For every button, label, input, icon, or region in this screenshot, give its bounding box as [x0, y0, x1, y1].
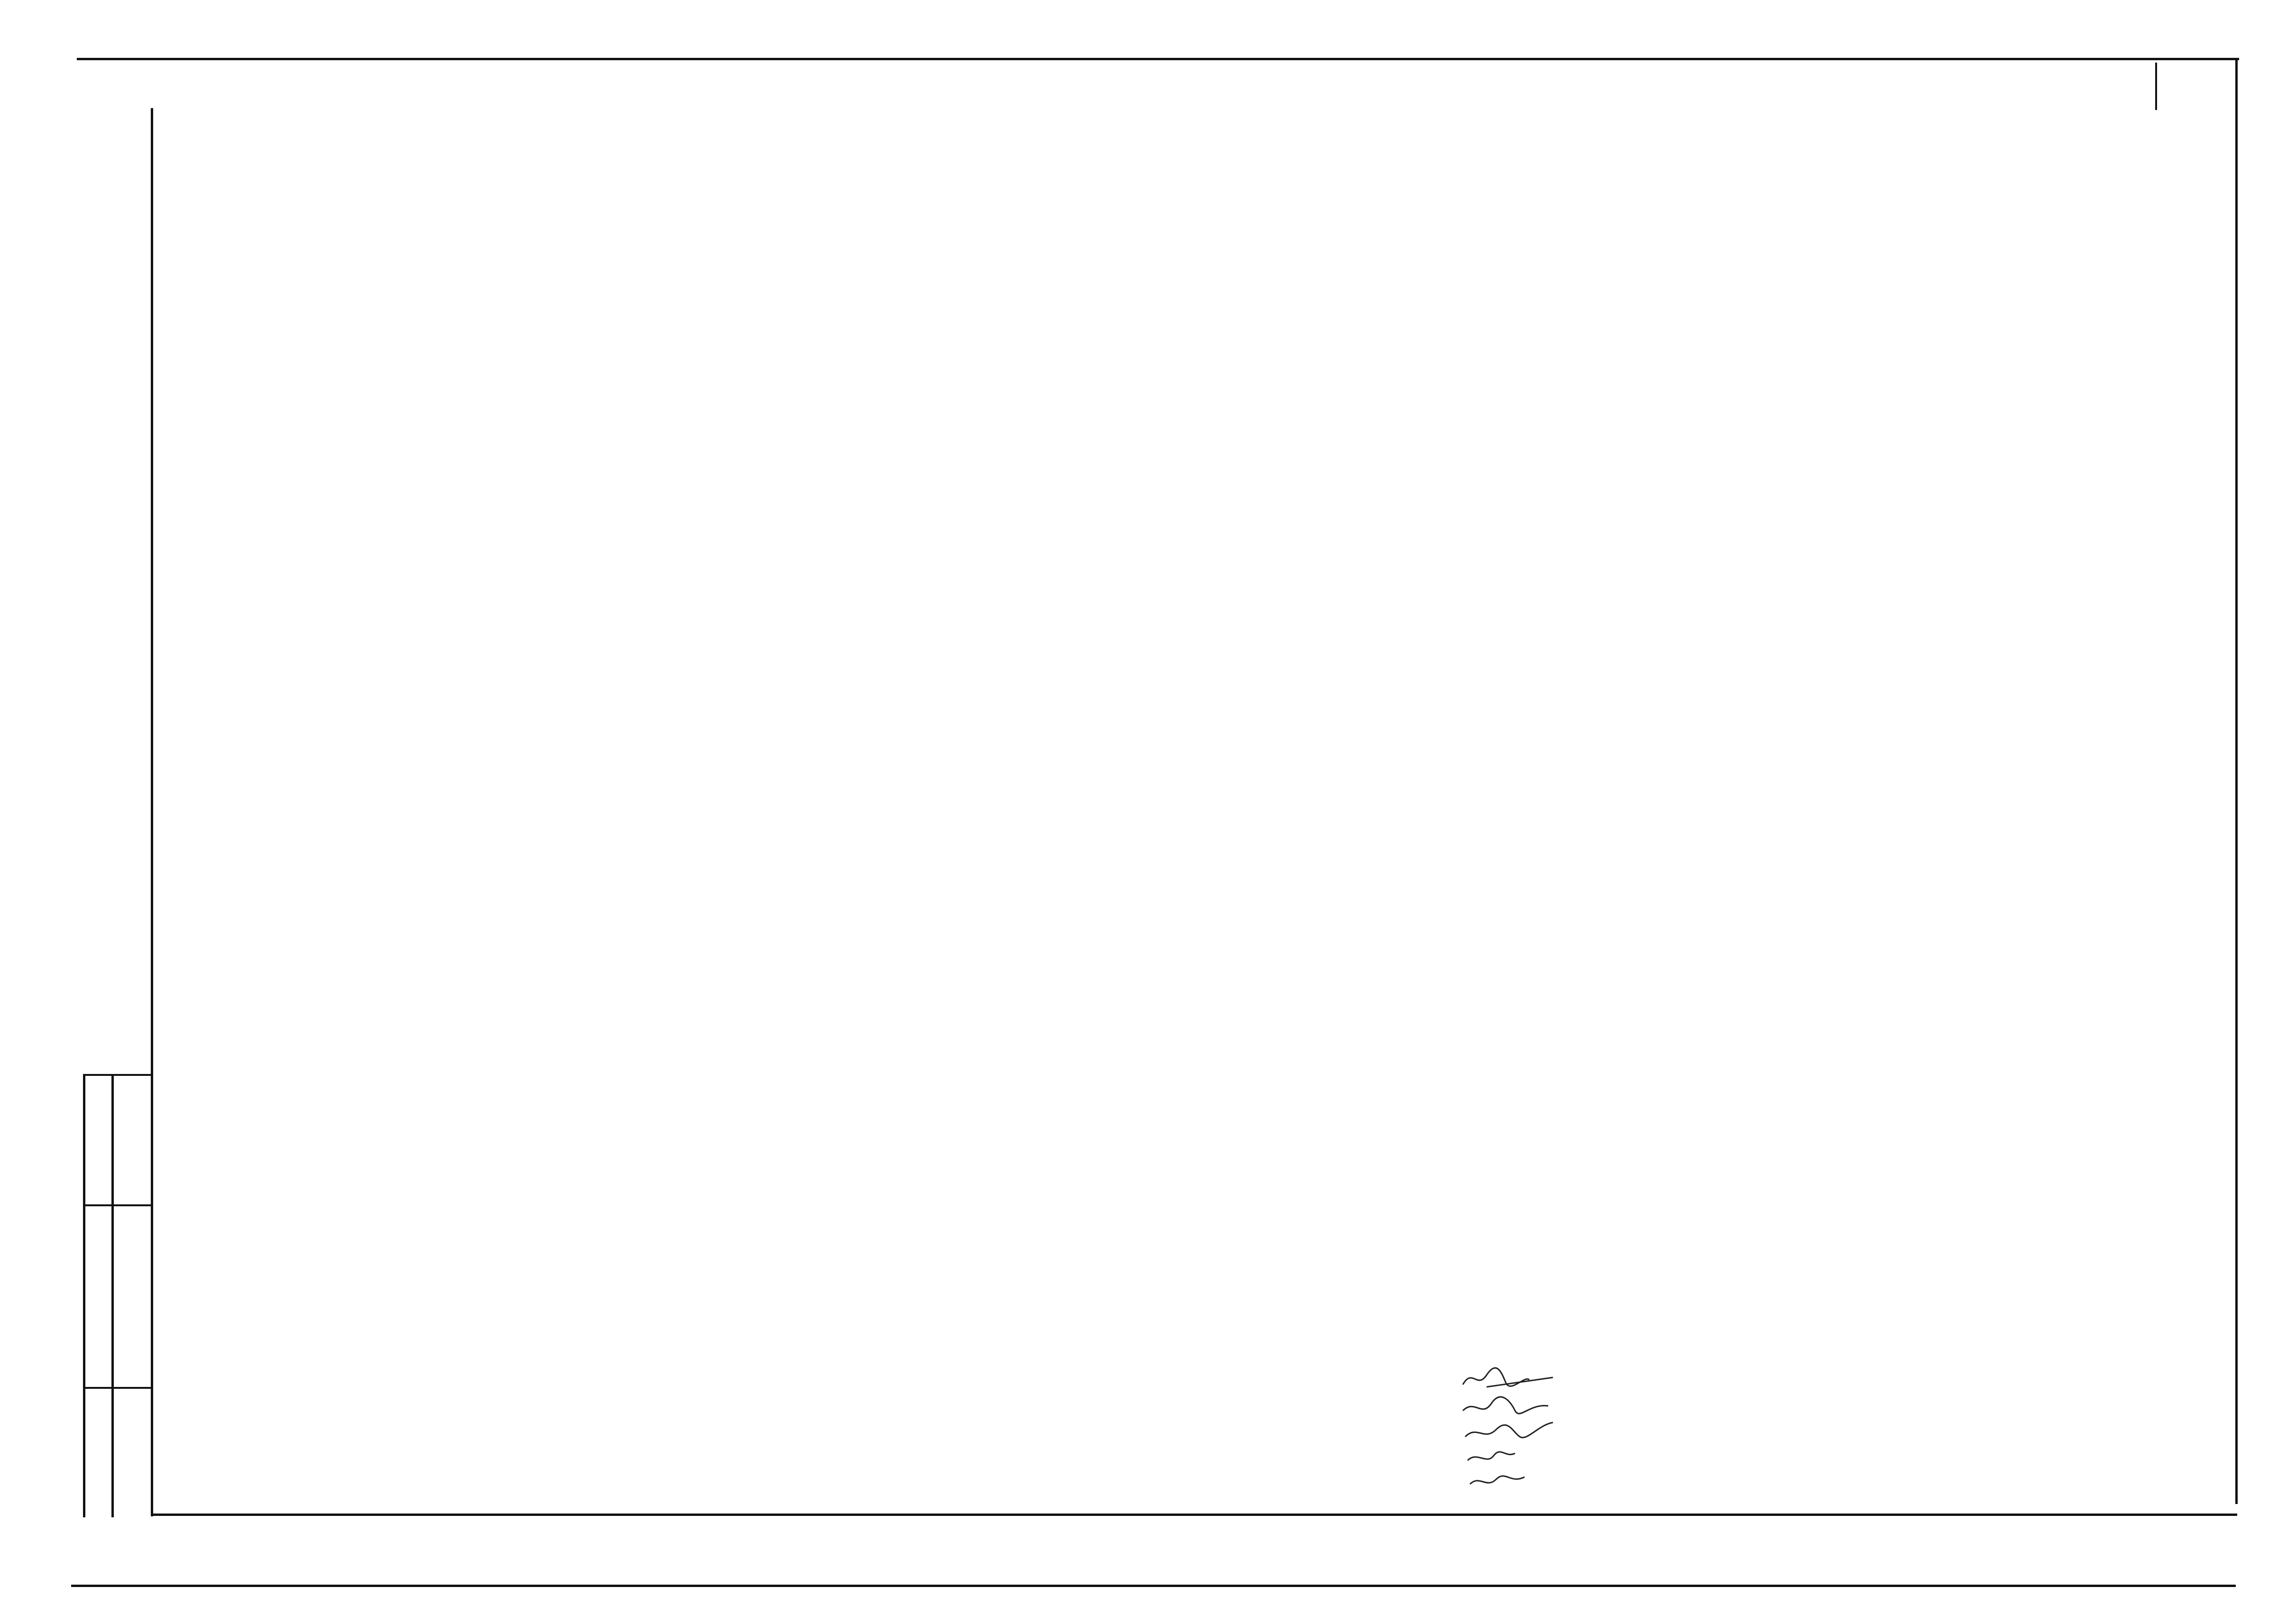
signatures-icon — [1458, 1366, 1567, 1508]
